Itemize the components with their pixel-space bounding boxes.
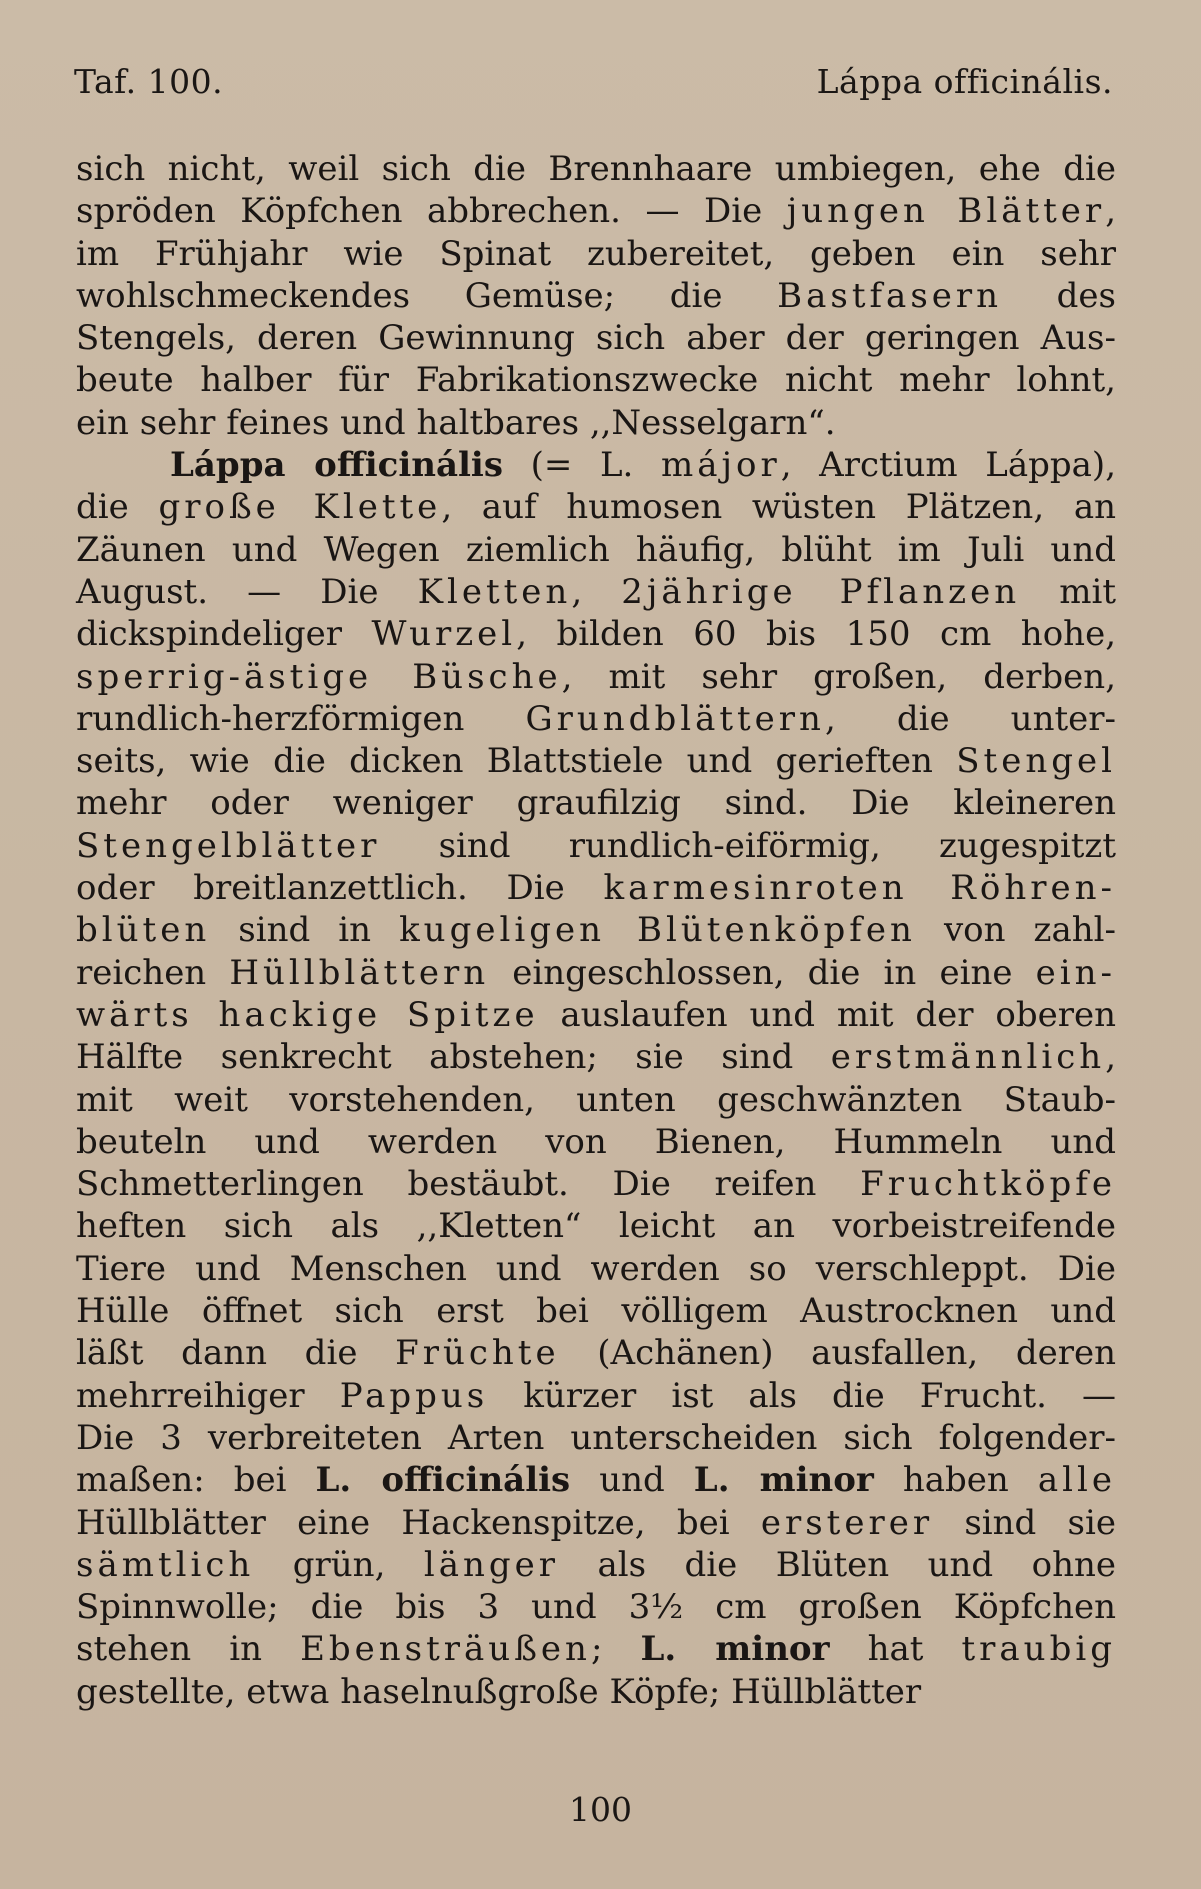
text-line — [76, 486, 1116, 528]
text-line — [76, 952, 1116, 994]
spaced-emphasis: jungen Blätter — [786, 191, 1106, 232]
text-run: mit — [1020, 571, 1116, 612]
body-text — [76, 148, 1116, 1713]
spaced-emphasis: Hüllblättern — [229, 952, 490, 993]
text-run: beuteln und werden von Bienen, Hummeln und — [76, 1121, 1116, 1162]
text-line — [76, 1079, 1116, 1121]
text-run: von zahl- — [915, 910, 1116, 951]
text-line — [76, 867, 1116, 909]
text-run: rundlich-herzförmigen — [76, 698, 526, 739]
spaced-emphasis: májor — [660, 445, 781, 486]
text-run: sind rundlich-eiförmig, zugespitzt — [380, 825, 1116, 866]
text-run: sich nicht, weil sich die Brennhaare umbiegen, ehe die — [76, 149, 1116, 189]
text-run: beute halber für Fabrikationszwecke nicht mehr lohnt, — [76, 360, 1116, 401]
text-run: im Frühjahr wie Spinat zubereitet, geben ein sehr — [76, 233, 1116, 274]
text-run: oder breitlanzettlich. Die — [76, 868, 604, 909]
text-run: ; — [590, 1629, 641, 1670]
spaced-emphasis: Wurzel — [371, 614, 517, 655]
text-line — [76, 1417, 1116, 1459]
text-run: haben — [873, 1460, 1038, 1501]
text-line — [76, 1502, 1116, 1544]
text-run: spröden Köpfchen abbrechen. — Die — [76, 191, 787, 232]
text-line — [76, 782, 1116, 824]
text-line — [76, 275, 1116, 317]
text-run: sind sie — [933, 1502, 1116, 1543]
spaced-emphasis: alle — [1037, 1460, 1116, 1501]
bold-term: Láppa officinális — [170, 445, 503, 486]
text-line — [76, 1332, 1116, 1374]
text-run: , — [1105, 191, 1116, 232]
text-run: ein sehr feines und haltbares ,,Nesselgarn“. — [76, 402, 836, 443]
spaced-emphasis: länger — [423, 1544, 560, 1585]
text-run: auslaufen und mit der oberen — [538, 994, 1116, 1035]
text-run: , bilden 60 bis 150 cm hohe, — [516, 614, 1116, 655]
text-line — [76, 1248, 1116, 1290]
text-run: mit weit vorstehenden, unten geschwänzten Staub- — [76, 1079, 1116, 1120]
bold-term: L. minor — [693, 1460, 874, 1501]
text-line — [76, 402, 1116, 444]
spaced-emphasis: sperrig-ästige Büsche — [76, 656, 562, 697]
text-line — [76, 444, 1116, 486]
text-line — [76, 740, 1116, 782]
text-run: mehrreihiger — [76, 1375, 340, 1416]
spaced-emphasis: Stengelblätter — [76, 825, 381, 866]
spaced-emphasis: Stengel — [956, 741, 1116, 782]
text-run: gestellte, etwa haselnußgroße Köpfe; Hüllblätter — [76, 1671, 922, 1712]
text-run: Hülle öffnet sich erst bei völligem Austrocknen und — [76, 1291, 1116, 1332]
text-run: dickspindeliger — [76, 614, 372, 655]
spaced-emphasis: karmesinroten Röhren- — [603, 868, 1117, 909]
spaced-emphasis: große Klette — [158, 487, 442, 528]
text-run: stehen in — [76, 1629, 301, 1670]
text-run: Zäunen und Wegen ziemlich häufig, blüht im Juli und — [76, 529, 1116, 570]
text-line — [76, 1375, 1116, 1417]
text-line — [76, 1290, 1116, 1332]
text-run: , — [1105, 1037, 1116, 1078]
text-line — [76, 1163, 1116, 1205]
text-line — [76, 1205, 1116, 1247]
spaced-emphasis: Kletten — [417, 571, 572, 612]
text-run: (= L. — [503, 445, 661, 486]
text-line — [76, 571, 1116, 613]
spaced-emphasis: Früchte — [395, 1333, 560, 1374]
text-run: mehr oder weniger graufilzig sind. Die kleineren — [76, 783, 1116, 824]
spaced-emphasis: wärts hackige Spitze — [76, 994, 539, 1035]
text-run: des — [1002, 275, 1116, 316]
spaced-emphasis: kugeligen Blütenköpfen — [399, 910, 916, 951]
text-line — [76, 1121, 1116, 1163]
spaced-emphasis: sämtlich — [76, 1544, 255, 1585]
text-run: August. — Die — [76, 571, 418, 612]
text-line — [76, 825, 1116, 867]
text-line — [76, 359, 1116, 401]
running-header — [74, 62, 1113, 101]
text-run: , die unter- — [824, 698, 1116, 739]
text-run: , auf humosen wüsten Plätzen, an — [441, 487, 1116, 528]
text-line — [76, 529, 1116, 571]
text-line — [76, 233, 1116, 275]
text-run: , mit sehr großen, derben, — [561, 656, 1116, 697]
text-run: seits, wie die dicken Blattstiele und gerieften — [76, 741, 957, 782]
spaced-emphasis: 2jährige Pflanzen — [621, 571, 1021, 612]
spaced-emphasis: Bastfasern — [777, 275, 1003, 316]
text-run: grün, — [254, 1544, 424, 1585]
running-title: Láppa officinális. — [816, 62, 1113, 101]
spaced-emphasis: traubig — [961, 1629, 1116, 1670]
text-run: Stengels, deren Gewinnung sich aber der geringen Aus- — [76, 318, 1116, 359]
text-line — [76, 1628, 1116, 1670]
bold-term: L. officinális — [315, 1460, 571, 1501]
text-run: Hüllblätter eine Hackenspitze, bei — [76, 1502, 761, 1543]
text-run: heften sich als ,,Kletten“ leicht an vorbeistreifende — [76, 1206, 1116, 1247]
text-run: wohlschmeckendes Gemüse; die — [76, 275, 778, 316]
page-number: 100 — [569, 1790, 632, 1829]
text-line — [76, 1036, 1116, 1078]
text-line — [76, 994, 1116, 1036]
text-run: eingeschlossen, die in eine — [489, 952, 1036, 993]
text-run: Die 3 verbreiteten Arten unterscheiden sich folgender- — [76, 1417, 1116, 1458]
spaced-emphasis: blüten — [76, 910, 211, 951]
text-line — [76, 1459, 1116, 1501]
text-run: reichen — [76, 952, 230, 993]
text-run: die — [76, 487, 159, 528]
text-line — [76, 148, 1116, 190]
text-line — [76, 656, 1116, 698]
text-run: sind in — [210, 910, 400, 951]
text-run: Schmetterlingen bestäubt. Die reifen — [76, 1164, 861, 1205]
text-run: maßen: bei — [76, 1460, 316, 1501]
text-run: und — [570, 1460, 694, 1501]
text-run: , — [571, 571, 622, 612]
spaced-emphasis: Ebensträußen — [300, 1629, 591, 1670]
text-line — [76, 1671, 1116, 1713]
text-run: (Achänen) ausfallen, deren — [559, 1333, 1116, 1374]
text-run: , Arctium Láppa), — [780, 445, 1116, 486]
plate-number: Taf. 100. — [74, 62, 224, 101]
text-line — [76, 1544, 1116, 1586]
spaced-emphasis: ein- — [1035, 952, 1116, 993]
text-run: Tiere und Menschen und werden so verschleppt. Die — [76, 1248, 1116, 1289]
bold-term: L. minor — [640, 1629, 830, 1670]
spaced-emphasis: Fruchtköpfe — [860, 1164, 1116, 1205]
text-line — [76, 698, 1116, 740]
text-line — [76, 1586, 1116, 1628]
text-run: hat — [829, 1629, 962, 1670]
text-run: läßt dann die — [76, 1333, 396, 1374]
text-line — [76, 190, 1116, 232]
spaced-emphasis: erstmännlich — [830, 1037, 1106, 1078]
text-run: Hälfte senkrecht abstehen; sie sind — [76, 1037, 831, 1078]
spaced-emphasis: Pappus — [339, 1375, 489, 1416]
text-line — [76, 317, 1116, 359]
text-line — [76, 613, 1116, 655]
text-line — [76, 909, 1116, 951]
text-run: als die Blüten und ohne — [559, 1544, 1116, 1585]
text-run: kürzer ist als die Frucht. — — [488, 1375, 1116, 1416]
text-run: Spinnwolle; die bis 3 und 3½ cm großen Köpfchen — [76, 1587, 1116, 1628]
spaced-emphasis: Grundblättern — [525, 698, 825, 739]
spaced-emphasis: ersterer — [760, 1502, 934, 1543]
